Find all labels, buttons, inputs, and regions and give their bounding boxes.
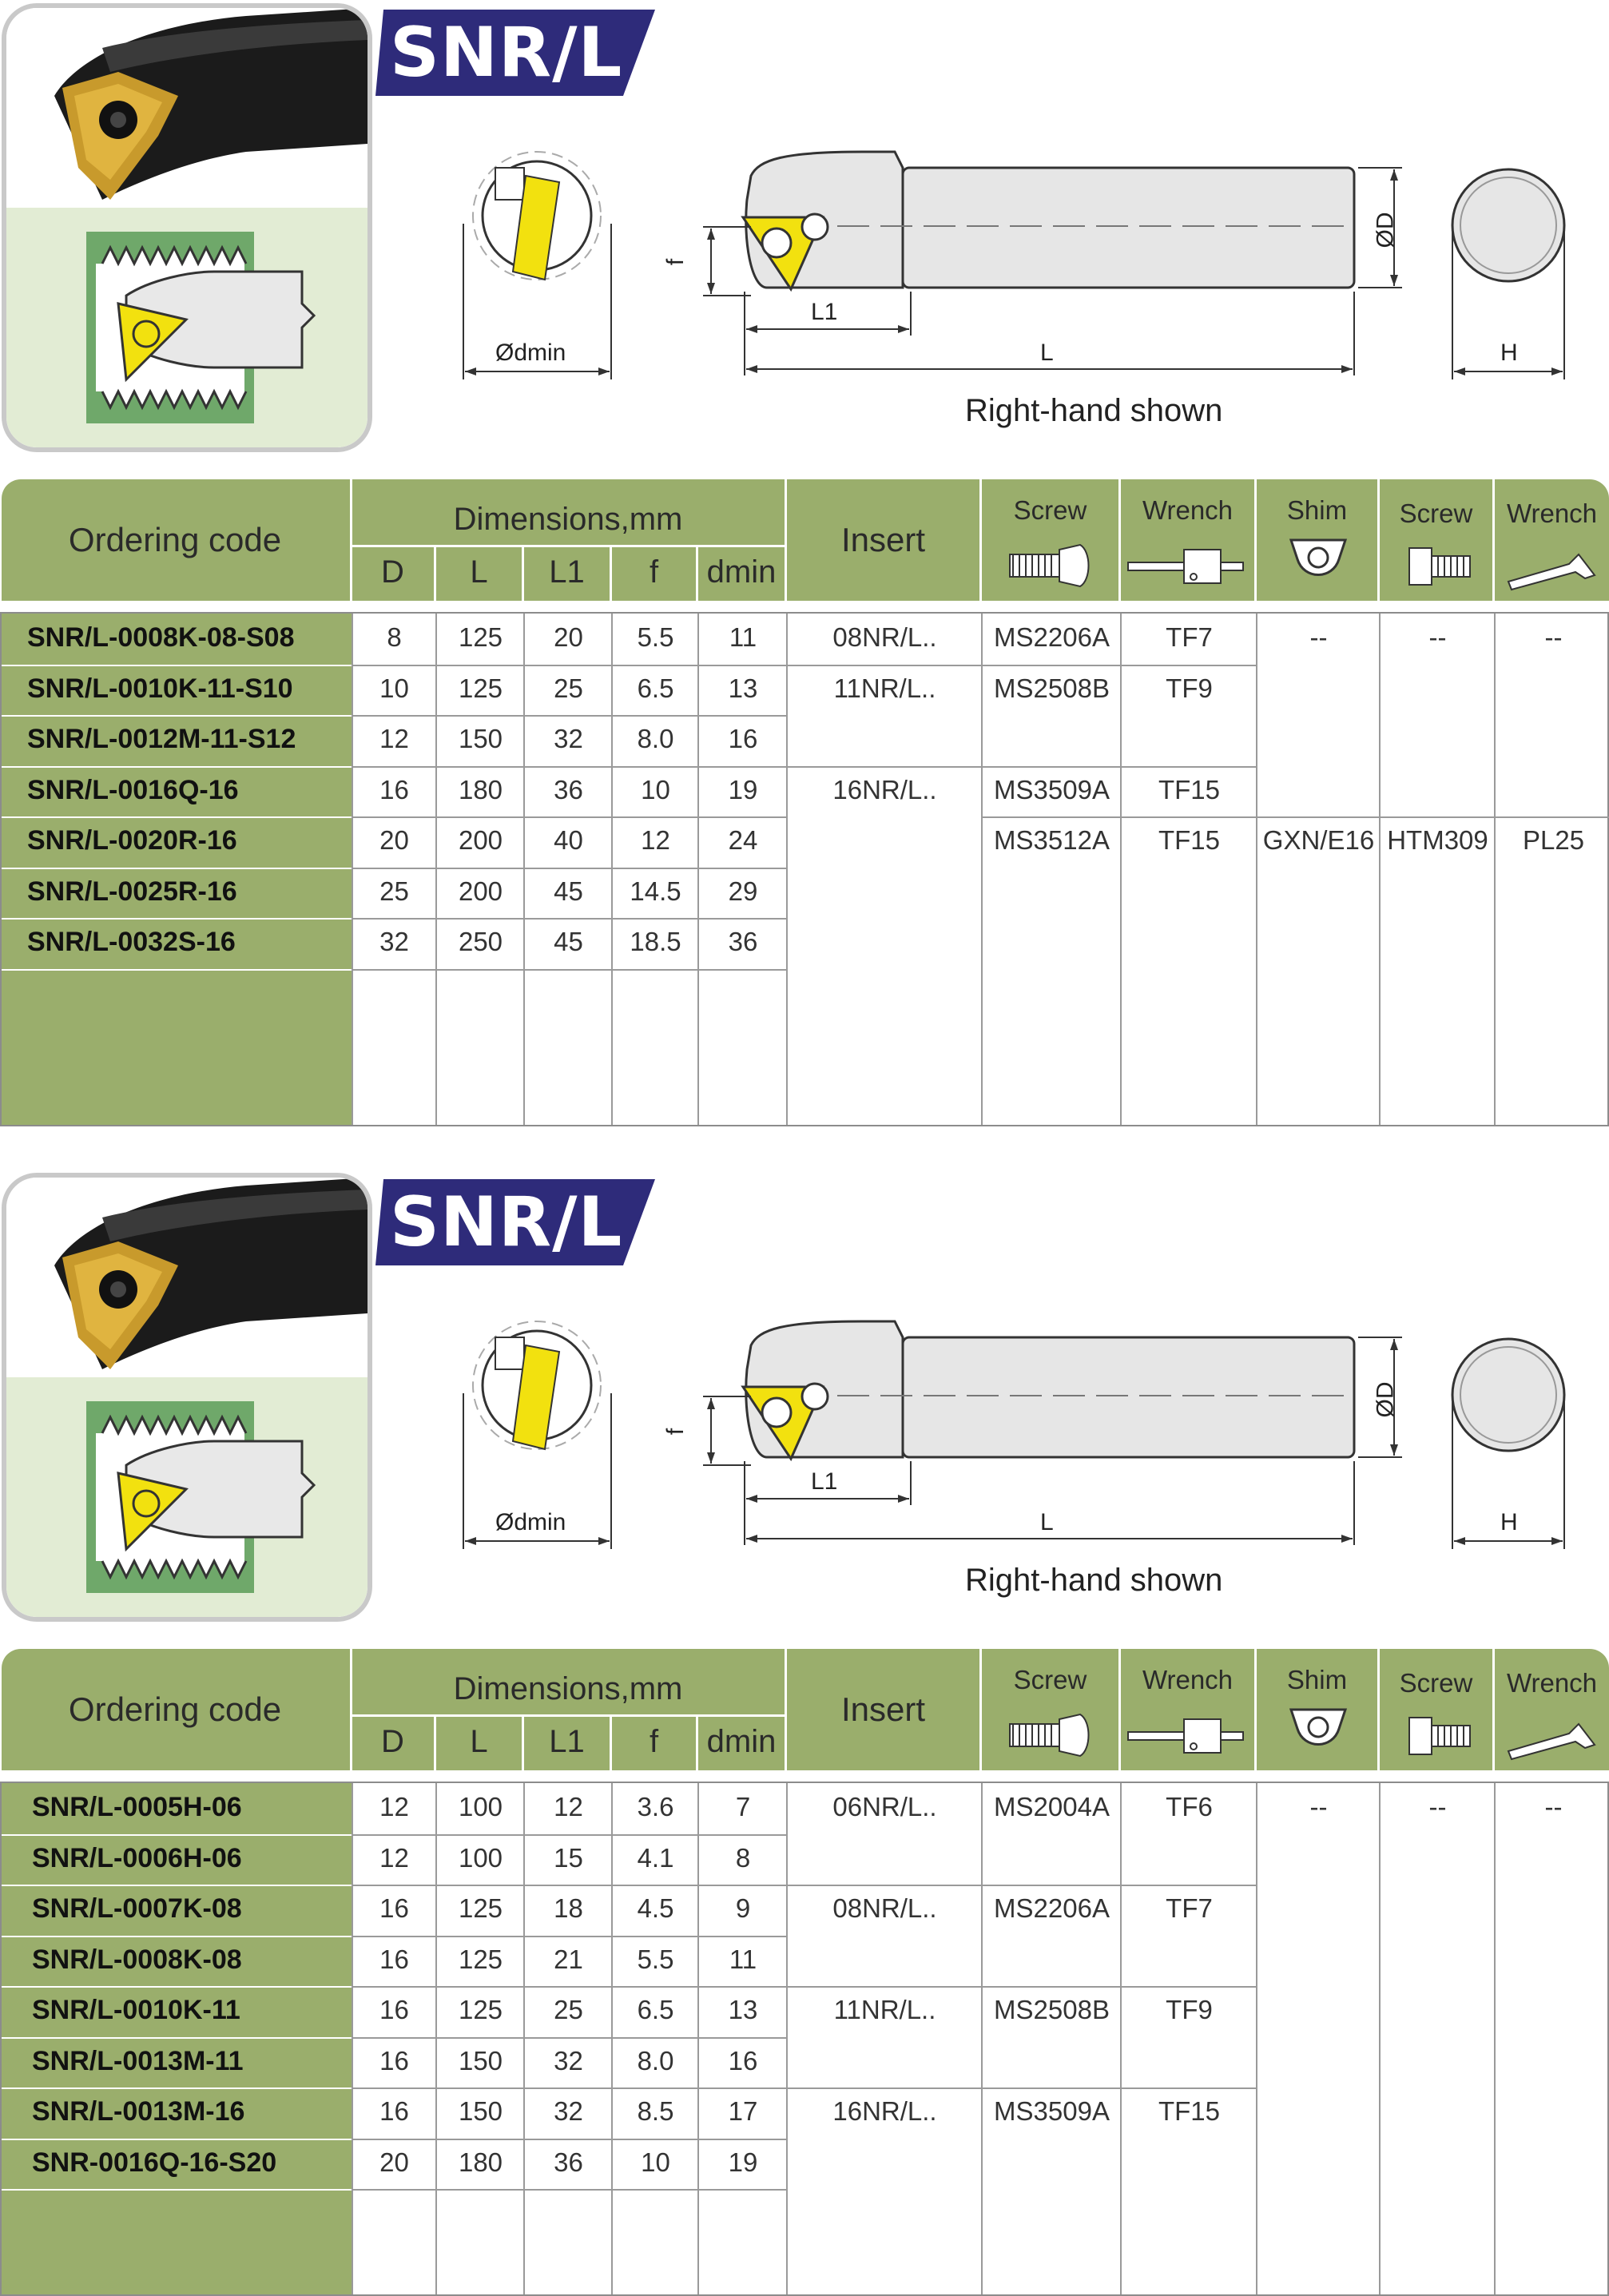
dimension-cell-dmin: 16 — [728, 2046, 758, 2076]
header-insert: Insert — [840, 521, 926, 558]
section-title: SNR/L — [390, 1182, 623, 1262]
dimension-cell-d: 16 — [379, 1944, 409, 1974]
hex-key-icon — [1505, 546, 1598, 594]
drawing-caption: Right-hand shown — [965, 1563, 1223, 1598]
dimension-cell-d: 32 — [379, 927, 409, 956]
ordering-table — [0, 479, 1609, 1126]
ordering-code-cell: SNR/L-0007K-08 — [32, 1893, 242, 1924]
ordering-code-cell: SNR/L-0008K-08 — [32, 1944, 242, 1975]
product-photo — [2, 1173, 372, 1622]
header-screw-2: Screw — [1399, 499, 1473, 528]
l-label: L — [1040, 340, 1054, 366]
dimension-cell-f: 10 — [641, 2147, 670, 2177]
h-label: H — [1500, 1509, 1518, 1535]
dimension-cell-l: 200 — [458, 825, 503, 855]
insert-cell: 11NR/L.. — [833, 673, 936, 703]
dimension-cell-l: 125 — [458, 673, 503, 703]
header-ordering-code: Ordering code — [68, 521, 282, 558]
product-section — [0, 0, 1609, 1126]
shim-screw-icon — [1406, 1713, 1473, 1759]
dmin-label: Ødmin — [495, 340, 566, 366]
dimension-cell-dmin: 19 — [728, 775, 758, 804]
screw-cell: MS2206A — [994, 622, 1110, 652]
ordering-code-cell: SNR/L-0012M-11-S12 — [27, 724, 296, 754]
header-wrench: Wrench — [1142, 495, 1234, 525]
dimension-cell-dmin: 8 — [735, 1843, 751, 1873]
dimension-cell-dmin: 16 — [728, 724, 758, 753]
hex-key-icon — [1505, 1716, 1598, 1764]
f-label: f — [662, 258, 689, 266]
dimension-cell-d: 16 — [379, 2096, 409, 2126]
dimension-cell-d: 8 — [387, 622, 402, 652]
application-diagram — [6, 1377, 367, 1622]
shim-cell: -- — [1309, 1792, 1328, 1821]
dimension-cell-dmin: 17 — [728, 2096, 758, 2126]
header-ordering-code: Ordering code — [68, 1690, 282, 1728]
dimension-cell-l: 125 — [458, 622, 503, 652]
ordering-table — [0, 1649, 1609, 2296]
product-section — [0, 1170, 1609, 2296]
dimension-cell-l: 150 — [458, 2046, 503, 2076]
header-dim-d: D — [381, 554, 404, 590]
dimension-cell-dmin: 13 — [728, 1995, 758, 2024]
wrench2-cell: -- — [1544, 1792, 1563, 1821]
dimension-cell-l1: 25 — [554, 1995, 583, 2024]
dimension-cell-f: 8.5 — [637, 2096, 674, 2126]
wrench-cell: TF15 — [1158, 825, 1221, 855]
header-dim-f: f — [649, 554, 659, 590]
wrench-cell: TF9 — [1166, 1995, 1213, 2024]
wrench-cell: TF15 — [1158, 775, 1221, 804]
header-dim-l1: L1 — [549, 554, 585, 590]
tool-photo — [6, 8, 367, 208]
dimension-cell-l1: 45 — [554, 927, 583, 956]
wrench-cell: TF9 — [1166, 673, 1213, 703]
wrench2-cell: -- — [1544, 622, 1563, 652]
dimension-cell-f: 5.5 — [637, 1944, 674, 1974]
dimension-cell-l1: 20 — [554, 622, 583, 652]
dimension-cell-dmin: 13 — [728, 673, 758, 703]
dimension-cell-d: 20 — [379, 825, 409, 855]
ordering-code-cell: SNR/L-0016Q-16 — [27, 775, 239, 805]
insert-cell: 16NR/L.. — [832, 775, 937, 804]
screw2-cell: -- — [1428, 1792, 1447, 1821]
application-diagram — [6, 208, 367, 452]
header-screw: Screw — [1013, 495, 1087, 525]
dimension-cell-l1: 36 — [554, 2147, 583, 2177]
dimension-cell-d: 16 — [379, 1995, 409, 2024]
screw2-cell: HTM309 — [1387, 825, 1488, 855]
header-shim: Shim — [1286, 1665, 1348, 1694]
dimension-cell-l1: 21 — [554, 1944, 583, 1974]
dimension-cell-l1: 32 — [554, 2096, 583, 2126]
wrench2-cell: PL25 — [1522, 825, 1585, 855]
dimension-cell-l1: 45 — [554, 876, 583, 906]
insert-cell: 08NR/L.. — [832, 622, 937, 652]
dimension-cell-d: 16 — [379, 2046, 409, 2076]
screw-icon — [1007, 1713, 1095, 1758]
dimension-cell-f: 8.0 — [637, 2046, 674, 2076]
shim-icon — [1288, 535, 1349, 591]
screw-cell: MS3509A — [994, 775, 1110, 804]
header-dim-f: f — [649, 1724, 659, 1759]
drawing-caption: Right-hand shown — [965, 393, 1223, 428]
header-dim-l: L — [470, 1724, 488, 1759]
shim-screw-icon — [1406, 543, 1473, 590]
screw-cell: MS3509A — [994, 2096, 1110, 2126]
f-label: f — [662, 1428, 689, 1436]
dimension-cell-dmin: 11 — [729, 1944, 757, 1974]
dimension-cell-dmin: 19 — [728, 2147, 758, 2177]
header-wrench-2: Wrench — [1506, 1668, 1598, 1698]
table-body — [0, 612, 1609, 1126]
dimension-cell-f: 4.5 — [637, 1893, 674, 1923]
screw-cell: MS2508B — [994, 1995, 1110, 2024]
header-insert: Insert — [840, 1690, 926, 1728]
dimension-cell-l1: 18 — [554, 1893, 583, 1923]
dimension-cell-f: 6.5 — [637, 1995, 674, 2024]
section-title: SNR/L — [390, 13, 623, 93]
dimension-cell-d: 10 — [379, 673, 409, 703]
h-label: H — [1500, 340, 1518, 366]
dimension-cell-l1: 15 — [554, 1843, 583, 1873]
dimension-cell-l: 100 — [458, 1792, 503, 1821]
dimension-cell-l1: 25 — [554, 673, 583, 703]
header-screw-2: Screw — [1399, 1668, 1473, 1698]
insert-cell: 06NR/L.. — [832, 1792, 937, 1821]
title-banner — [375, 1179, 655, 1265]
dimension-cell-dmin: 7 — [735, 1792, 751, 1821]
ordering-code-cell: SNR/L-0005H-06 — [32, 1792, 242, 1822]
product-photo — [2, 3, 372, 452]
dimension-cell-l: 150 — [458, 724, 503, 753]
dimension-cell-l: 125 — [458, 1995, 503, 2024]
insert-cell: 08NR/L.. — [832, 1893, 937, 1923]
dimension-cell-f: 10 — [641, 775, 670, 804]
dimension-cell-dmin: 11 — [729, 622, 757, 652]
title-banner — [375, 10, 655, 96]
insert-cell: 16NR/L.. — [832, 2096, 937, 2126]
dimension-cell-f: 18.5 — [630, 927, 681, 956]
dimension-cell-l: 100 — [458, 1843, 503, 1873]
ordering-code-cell: SNR/L-0006H-06 — [32, 1843, 242, 1873]
insert-cell: 11NR/L.. — [833, 1995, 936, 2024]
header-dimensions: Dimensions,mm — [453, 502, 683, 537]
dimension-cell-l1: 12 — [554, 1792, 583, 1821]
dimension-cell-l: 200 — [458, 876, 503, 906]
dimension-cell-f: 5.5 — [637, 622, 674, 652]
header-dim-d: D — [381, 1724, 404, 1759]
dimension-cell-f: 12 — [641, 825, 670, 855]
header-screw: Screw — [1013, 1665, 1087, 1694]
dimension-cell-l1: 36 — [554, 775, 583, 804]
dimension-cell-l: 150 — [458, 2096, 503, 2126]
ordering-code-cell: SNR/L-0008K-08-S08 — [27, 622, 295, 653]
torx-wrench-icon — [1126, 1716, 1246, 1756]
dimension-cell-dmin: 24 — [728, 825, 758, 855]
dimension-cell-l: 180 — [458, 775, 503, 804]
header-shim: Shim — [1286, 495, 1348, 525]
ordering-code-cell: SNR/L-0013M-11 — [32, 2046, 244, 2076]
dimension-cell-f: 3.6 — [637, 1792, 674, 1821]
header-dimensions: Dimensions,mm — [453, 1671, 683, 1706]
dimension-cell-d: 12 — [379, 724, 409, 753]
wrench-cell: TF6 — [1166, 1792, 1213, 1821]
table-body — [0, 1782, 1609, 2296]
dimension-cell-f: 14.5 — [630, 876, 681, 906]
l1-label: L1 — [811, 299, 838, 325]
dimension-cell-d: 12 — [379, 1843, 409, 1873]
dimension-cell-l1: 40 — [554, 825, 583, 855]
tool-photo — [6, 1178, 367, 1377]
dimension-cell-d: 16 — [379, 775, 409, 804]
wrench-cell: TF7 — [1166, 622, 1213, 652]
torx-wrench-icon — [1126, 546, 1246, 586]
wrench-cell: TF7 — [1166, 1893, 1213, 1923]
ordering-code-cell: SNR/L-0010K-11 — [32, 1995, 240, 2025]
screw-cell: MS2206A — [994, 1893, 1110, 1923]
header-wrench-2: Wrench — [1506, 499, 1598, 528]
dmin-label: Ødmin — [495, 1509, 566, 1535]
screw-icon — [1007, 543, 1095, 588]
dimension-cell-dmin: 36 — [728, 927, 758, 956]
l-label: L — [1040, 1509, 1054, 1535]
dimension-cell-dmin: 29 — [728, 876, 758, 906]
shim-cell: GXN/E16 — [1262, 825, 1375, 855]
dimension-cell-l1: 32 — [554, 2046, 583, 2076]
screw2-cell: -- — [1428, 622, 1447, 652]
header-wrench: Wrench — [1142, 1665, 1234, 1694]
ordering-code-cell: SNR/L-0013M-16 — [32, 2096, 245, 2127]
dimension-cell-l: 125 — [458, 1944, 503, 1974]
l1-label: L1 — [811, 1468, 838, 1495]
header-dim-l1: L1 — [549, 1724, 585, 1759]
dimension-cell-d: 25 — [379, 876, 409, 906]
shim-cell: -- — [1309, 622, 1328, 652]
screw-cell: MS3512A — [994, 825, 1110, 855]
dimension-cell-l: 250 — [458, 927, 503, 956]
header-dim-dmin: dmin — [706, 554, 777, 590]
screw-cell: MS2508B — [994, 673, 1110, 703]
dimension-cell-l1: 32 — [554, 724, 583, 753]
ordering-code-cell: SNR/L-0032S-16 — [27, 927, 236, 957]
shim-icon — [1288, 1705, 1349, 1761]
dimension-cell-l: 125 — [458, 1893, 503, 1923]
ordering-code-cell: SNR/L-0025R-16 — [27, 876, 237, 907]
dimension-cell-d: 16 — [379, 1893, 409, 1923]
ordering-code-cell: SNR-0016Q-16-S20 — [32, 2147, 277, 2178]
screw-cell: MS2004A — [994, 1792, 1110, 1821]
ordering-code-cell: SNR/L-0010K-11-S10 — [27, 673, 293, 704]
ordering-code-cell: SNR/L-0020R-16 — [27, 825, 237, 856]
dimension-cell-f: 8.0 — [637, 724, 674, 753]
dimension-cell-l: 180 — [458, 2147, 503, 2177]
dimension-cell-d: 12 — [379, 1792, 409, 1821]
header-dim-l: L — [470, 554, 488, 590]
dimension-cell-d: 20 — [379, 2147, 409, 2177]
dimension-cell-f: 4.1 — [637, 1843, 674, 1873]
d-label: ØD — [1372, 212, 1399, 248]
d-label: ØD — [1372, 1381, 1399, 1418]
wrench-cell: TF15 — [1158, 2096, 1221, 2126]
dimension-cell-f: 6.5 — [637, 673, 674, 703]
header-dim-dmin: dmin — [706, 1724, 777, 1759]
dimension-cell-dmin: 9 — [735, 1893, 751, 1923]
